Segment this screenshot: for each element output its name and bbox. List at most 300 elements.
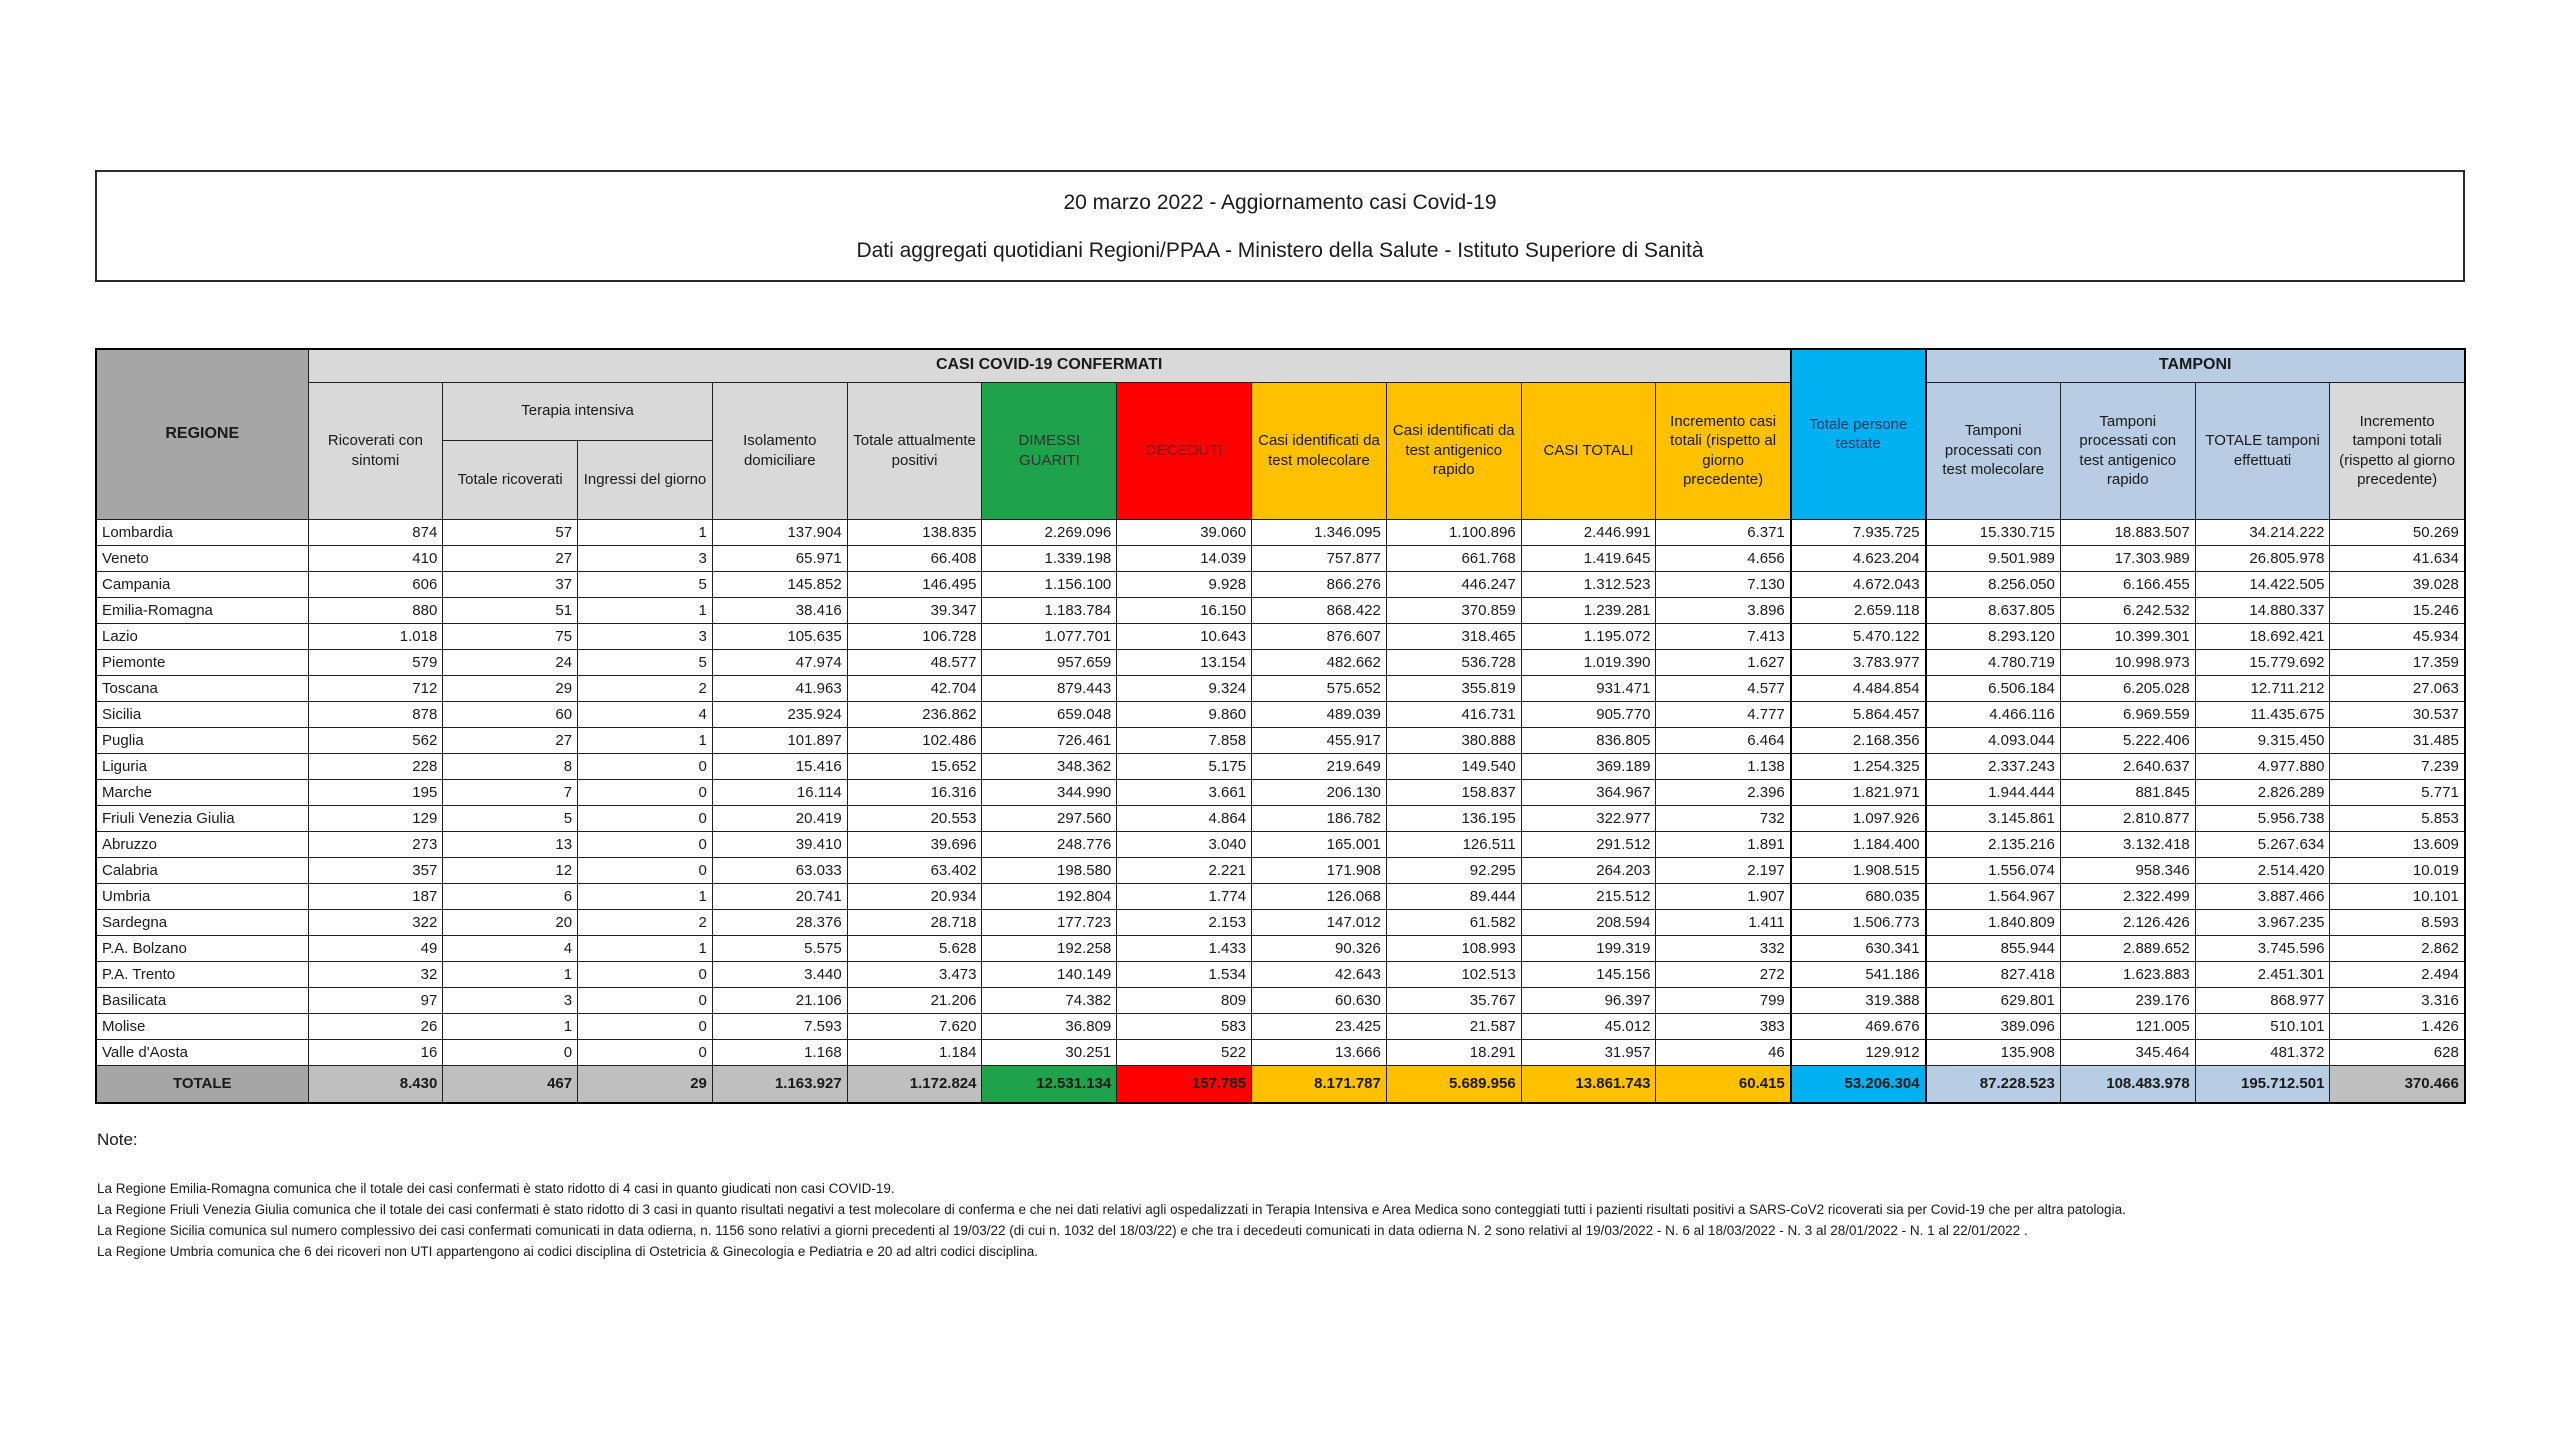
table-body	[96, 519, 2465, 1103]
value-cell: 5.470.122	[1791, 623, 1926, 649]
value-cell: 4.656	[1656, 545, 1791, 571]
value-cell: 135.908	[1926, 1039, 2061, 1065]
value-cell: 2.153	[1117, 909, 1252, 935]
region-name-cell: Puglia	[96, 727, 308, 753]
value-cell: 2.810.877	[2060, 805, 2195, 831]
value-cell: 13	[443, 831, 578, 857]
notes-heading: Note:	[97, 1130, 138, 1149]
value-cell: 9.928	[1117, 571, 1252, 597]
value-cell: 855.944	[1926, 935, 2061, 961]
value-cell: 579	[308, 649, 443, 675]
value-cell: 129	[308, 805, 443, 831]
value-cell: 14.422.505	[2195, 571, 2330, 597]
page-subtitle: Dati aggregati quotidiani Regioni/PPAA - Ministero della Salute - Istituto Superiore di Sanità	[856, 238, 1704, 262]
value-cell: 192.804	[982, 883, 1117, 909]
value-cell: 1.100.896	[1386, 519, 1521, 545]
value-cell: 30.537	[2330, 701, 2465, 727]
value-cell: 3.040	[1117, 831, 1252, 857]
value-cell: 467	[443, 1065, 578, 1103]
note-line: La Regione Emilia-Romagna comunica che il totale dei casi confermati è stato ridotto di 4 casi in quanto giudicati non casi COVID-19.	[97, 1181, 895, 1196]
value-cell: 369.189	[1521, 753, 1656, 779]
col-header-persone-testate: Totale persone testate	[1791, 349, 1926, 519]
value-cell: 10.019	[2330, 857, 2465, 883]
value-cell: 868.422	[1252, 597, 1387, 623]
value-cell: 4.484.854	[1791, 675, 1926, 701]
value-cell: 389.096	[1926, 1013, 2061, 1039]
table-row	[96, 597, 2465, 623]
table-row	[96, 1039, 2465, 1065]
value-cell: 1.556.074	[1926, 857, 2061, 883]
value-cell: 575.652	[1252, 675, 1387, 701]
value-cell: 1.239.281	[1521, 597, 1656, 623]
value-cell: 2.494	[2330, 961, 2465, 987]
value-cell: 6.506.184	[1926, 675, 2061, 701]
value-cell: 1.426	[2330, 1013, 2465, 1039]
value-cell: 23.425	[1252, 1013, 1387, 1039]
value-cell: 8.256.050	[1926, 571, 2061, 597]
page-title: 20 marzo 2022 - Aggiornamento casi Covid-19	[1063, 190, 1497, 214]
value-cell: 1.564.967	[1926, 883, 2061, 909]
value-cell: 0	[578, 857, 713, 883]
value-cell: 20.419	[712, 805, 847, 831]
value-cell: 1	[443, 961, 578, 987]
value-cell: 536.728	[1386, 649, 1521, 675]
value-cell: 5.771	[2330, 779, 2465, 805]
value-cell: 187	[308, 883, 443, 909]
value-cell: 264.203	[1521, 857, 1656, 883]
value-cell: 272	[1656, 961, 1791, 987]
value-cell: 3	[443, 987, 578, 1013]
value-cell: 1.195.072	[1521, 623, 1656, 649]
value-cell: 958.346	[2060, 857, 2195, 883]
value-cell: 66.408	[847, 545, 982, 571]
value-cell: 712	[308, 675, 443, 701]
value-cell: 28.718	[847, 909, 982, 935]
value-cell: 1.138	[1656, 753, 1791, 779]
note-line: La Regione Umbria comunica che 6 dei ricoveri non UTI appartengono ai codici disciplina di Ostetricia & Ginecologia e Pediatria e 20 ad altri codici disciplina.	[97, 1244, 1038, 1259]
value-cell: 3.473	[847, 961, 982, 987]
col-header-totale-ricoverati: Totale ricoverati	[443, 440, 578, 519]
value-cell: 12.531.134	[982, 1065, 1117, 1103]
value-cell: 4	[578, 701, 713, 727]
col-header-incremento-casi: Incremento casi totali (rispetto al giorno precedente)	[1656, 382, 1791, 519]
value-cell: 931.471	[1521, 675, 1656, 701]
value-cell: 6.969.559	[2060, 701, 2195, 727]
value-cell: 809	[1117, 987, 1252, 1013]
value-cell: 158.837	[1386, 779, 1521, 805]
value-cell: 17.359	[2330, 649, 2465, 675]
value-cell: 15.416	[712, 753, 847, 779]
value-cell: 5	[578, 571, 713, 597]
value-cell: 1.168	[712, 1039, 847, 1065]
value-cell: 3.896	[1656, 597, 1791, 623]
value-cell: 1.339.198	[982, 545, 1117, 571]
value-cell: 3	[578, 545, 713, 571]
value-cell: 2.659.118	[1791, 597, 1926, 623]
value-cell: 37	[443, 571, 578, 597]
col-header-isolamento: Isolamento domiciliare	[712, 382, 847, 519]
value-cell: 20.741	[712, 883, 847, 909]
region-name-cell: Piemonte	[96, 649, 308, 675]
value-cell: 868.977	[2195, 987, 2330, 1013]
covid-data-table	[95, 348, 2466, 1104]
value-cell: 53.206.304	[1791, 1065, 1926, 1103]
value-cell: 129.912	[1791, 1039, 1926, 1065]
value-cell: 2.640.637	[2060, 753, 2195, 779]
total-row	[96, 1065, 2465, 1103]
value-cell: 7.620	[847, 1013, 982, 1039]
region-name-cell: Campania	[96, 571, 308, 597]
value-cell: 757.877	[1252, 545, 1387, 571]
value-cell: 6.464	[1656, 727, 1791, 753]
value-cell: 39.028	[2330, 571, 2465, 597]
region-name-cell: Lombardia	[96, 519, 308, 545]
value-cell: 0	[578, 779, 713, 805]
value-cell: 3.440	[712, 961, 847, 987]
value-cell: 219.649	[1252, 753, 1387, 779]
value-cell: 108.993	[1386, 935, 1521, 961]
value-cell: 41.634	[2330, 545, 2465, 571]
value-cell: 46	[1656, 1039, 1791, 1065]
value-cell: 145.852	[712, 571, 847, 597]
value-cell: 5.175	[1117, 753, 1252, 779]
value-cell: 4.577	[1656, 675, 1791, 701]
value-cell: 42.704	[847, 675, 982, 701]
table-row	[96, 701, 2465, 727]
value-cell: 51	[443, 597, 578, 623]
value-cell: 4.977.880	[2195, 753, 2330, 779]
value-cell: 482.662	[1252, 649, 1387, 675]
value-cell: 195	[308, 779, 443, 805]
value-cell: 16	[308, 1039, 443, 1065]
value-cell: 4.466.116	[1926, 701, 2061, 727]
value-cell: 880	[308, 597, 443, 623]
value-cell: 39.696	[847, 831, 982, 857]
value-cell: 65.971	[712, 545, 847, 571]
value-cell: 206.130	[1252, 779, 1387, 805]
value-cell: 291.512	[1521, 831, 1656, 857]
value-cell: 47.974	[712, 649, 847, 675]
value-cell: 15.330.715	[1926, 519, 2061, 545]
value-cell: 583	[1117, 1013, 1252, 1039]
table-row	[96, 545, 2465, 571]
value-cell: 6.166.455	[2060, 571, 2195, 597]
value-cell: 4.672.043	[1791, 571, 1926, 597]
value-cell: 5.267.634	[2195, 831, 2330, 857]
value-cell: 380.888	[1386, 727, 1521, 753]
note-line: La Regione Sicilia comunica sul numero complessivo dei casi confermati comunicati in data odierna, n. 1156 sono relativi a giorni precedenti al 19/03/22 (di cui n. 1032 del 18/03/22) e che tra i decedeuti comunicati in data odierna N. 2 sono relativi al 19/03/2022 - N. 6 al 18/03/2022 - N. 3 al 28/01/2022 - N. 1 al 22/01/2022 .	[97, 1223, 2028, 1238]
value-cell: 10.998.973	[2060, 649, 2195, 675]
value-cell: 3.316	[2330, 987, 2465, 1013]
value-cell: 61.582	[1386, 909, 1521, 935]
value-cell: 2.135.216	[1926, 831, 2061, 857]
value-cell: 2.514.420	[2195, 857, 2330, 883]
band-header-casi-confermati: CASI COVID-19 CONFERMATI	[308, 349, 1791, 382]
value-cell: 726.461	[982, 727, 1117, 753]
value-cell: 96.397	[1521, 987, 1656, 1013]
col-header-totale-tamponi: TOTALE tamponi effettuati	[2195, 382, 2330, 519]
value-cell: 3.661	[1117, 779, 1252, 805]
value-cell: 1.840.809	[1926, 909, 2061, 935]
value-cell: 208.594	[1521, 909, 1656, 935]
region-name-cell: Calabria	[96, 857, 308, 883]
value-cell: 878	[308, 701, 443, 727]
value-cell: 1	[578, 519, 713, 545]
value-cell: 89.444	[1386, 883, 1521, 909]
value-cell: 108.483.978	[2060, 1065, 2195, 1103]
value-cell: 74.382	[982, 987, 1117, 1013]
value-cell: 410	[308, 545, 443, 571]
value-cell: 17.303.989	[2060, 545, 2195, 571]
value-cell: 121.005	[2060, 1013, 2195, 1039]
value-cell: 30.251	[982, 1039, 1117, 1065]
value-cell: 87.228.523	[1926, 1065, 2061, 1103]
value-cell: 140.149	[982, 961, 1117, 987]
region-name-cell: Valle d'Aosta	[96, 1039, 308, 1065]
value-cell: 1.346.095	[1252, 519, 1387, 545]
value-cell: 1.312.523	[1521, 571, 1656, 597]
value-cell: 63.033	[712, 857, 847, 883]
value-cell: 32	[308, 961, 443, 987]
region-name-cell: Liguria	[96, 753, 308, 779]
value-cell: 1.534	[1117, 961, 1252, 987]
title-box	[95, 170, 2465, 282]
value-cell: 215.512	[1521, 883, 1656, 909]
value-cell: 8.637.805	[1926, 597, 2061, 623]
value-cell: 2.826.289	[2195, 779, 2330, 805]
value-cell: 348.362	[982, 753, 1117, 779]
value-cell: 3.145.861	[1926, 805, 2061, 831]
table-row	[96, 753, 2465, 779]
value-cell: 50.269	[2330, 519, 2465, 545]
table-row	[96, 857, 2465, 883]
value-cell: 1.891	[1656, 831, 1791, 857]
value-cell: 101.897	[712, 727, 847, 753]
total-label-cell: TOTALE	[96, 1065, 308, 1103]
value-cell: 199.319	[1521, 935, 1656, 961]
value-cell: 7.593	[712, 1013, 847, 1039]
value-cell: 0	[578, 1013, 713, 1039]
value-cell: 0	[443, 1039, 578, 1065]
col-header-attualmente-positivi: Totale attualmente positivi	[847, 382, 982, 519]
col-header-ricoverati-sintomi: Ricoverati con sintomi	[308, 382, 443, 519]
value-cell: 10.399.301	[2060, 623, 2195, 649]
value-cell: 2.168.356	[1791, 727, 1926, 753]
value-cell: 15.246	[2330, 597, 2465, 623]
value-cell: 3.967.235	[2195, 909, 2330, 935]
value-cell: 1.506.773	[1791, 909, 1926, 935]
value-cell: 48.577	[847, 649, 982, 675]
value-cell: 0	[578, 805, 713, 831]
value-cell: 630.341	[1791, 935, 1926, 961]
value-cell: 2.451.301	[2195, 961, 2330, 987]
value-cell: 364.967	[1521, 779, 1656, 805]
col-header-dimessi-guariti: DIMESSI GUARITI	[982, 382, 1117, 519]
col-header-regione: REGIONE	[96, 349, 308, 519]
value-cell: 228	[308, 753, 443, 779]
value-cell: 4	[443, 935, 578, 961]
value-cell: 5	[443, 805, 578, 831]
value-cell: 799	[1656, 987, 1791, 1013]
value-cell: 319.388	[1791, 987, 1926, 1013]
value-cell: 45.012	[1521, 1013, 1656, 1039]
value-cell: 1.184	[847, 1039, 982, 1065]
value-cell: 9.860	[1117, 701, 1252, 727]
value-cell: 18.692.421	[2195, 623, 2330, 649]
region-name-cell: P.A. Trento	[96, 961, 308, 987]
value-cell: 7	[443, 779, 578, 805]
value-cell: 34.214.222	[2195, 519, 2330, 545]
region-name-cell: Abruzzo	[96, 831, 308, 857]
value-cell: 20	[443, 909, 578, 935]
value-cell: 13.609	[2330, 831, 2465, 857]
value-cell: 7.130	[1656, 571, 1791, 597]
col-header-casi-antigenico: Casi identificati da test antigenico rapido	[1386, 382, 1521, 519]
value-cell: 63.402	[847, 857, 982, 883]
value-cell: 1.623.883	[2060, 961, 2195, 987]
value-cell: 27.063	[2330, 675, 2465, 701]
value-cell: 1.172.824	[847, 1065, 982, 1103]
value-cell: 874	[308, 519, 443, 545]
value-cell: 416.731	[1386, 701, 1521, 727]
region-name-cell: Marche	[96, 779, 308, 805]
value-cell: 3	[578, 623, 713, 649]
value-cell: 7.239	[2330, 753, 2465, 779]
table-row	[96, 727, 2465, 753]
value-cell: 195.712.501	[2195, 1065, 2330, 1103]
value-cell: 836.805	[1521, 727, 1656, 753]
col-header-tamponi-antigenico: Tamponi processati con test antigenico rapido	[2060, 382, 2195, 519]
value-cell: 9.501.989	[1926, 545, 2061, 571]
value-cell: 1.944.444	[1926, 779, 2061, 805]
value-cell: 12	[443, 857, 578, 883]
value-cell: 661.768	[1386, 545, 1521, 571]
value-cell: 21.587	[1386, 1013, 1521, 1039]
value-cell: 370.859	[1386, 597, 1521, 623]
value-cell: 5.853	[2330, 805, 2465, 831]
value-cell: 102.513	[1386, 961, 1521, 987]
table-row	[96, 987, 2465, 1013]
value-cell: 13.666	[1252, 1039, 1387, 1065]
table-row	[96, 649, 2465, 675]
table-row	[96, 935, 2465, 961]
value-cell: 27	[443, 545, 578, 571]
value-cell: 9.324	[1117, 675, 1252, 701]
region-name-cell: Toscana	[96, 675, 308, 701]
value-cell: 5.956.738	[2195, 805, 2330, 831]
col-header-deceduti: DECEDUTI	[1117, 382, 1252, 519]
value-cell: 732	[1656, 805, 1791, 831]
value-cell: 42.643	[1252, 961, 1387, 987]
value-cell: 138.835	[847, 519, 982, 545]
value-cell: 28.376	[712, 909, 847, 935]
value-cell: 177.723	[982, 909, 1117, 935]
value-cell: 18.883.507	[2060, 519, 2195, 545]
value-cell: 106.728	[847, 623, 982, 649]
value-cell: 1.183.784	[982, 597, 1117, 623]
value-cell: 1.821.971	[1791, 779, 1926, 805]
value-cell: 3.745.596	[2195, 935, 2330, 961]
value-cell: 0	[578, 961, 713, 987]
value-cell: 1.254.325	[1791, 753, 1926, 779]
value-cell: 18.291	[1386, 1039, 1521, 1065]
value-cell: 481.372	[2195, 1039, 2330, 1065]
value-cell: 879.443	[982, 675, 1117, 701]
value-cell: 7.413	[1656, 623, 1791, 649]
value-cell: 2.221	[1117, 857, 1252, 883]
value-cell: 8.430	[308, 1065, 443, 1103]
col-header-ingressi-giorno: Ingressi del giorno	[578, 440, 713, 519]
value-cell: 60.630	[1252, 987, 1387, 1013]
value-cell: 146.495	[847, 571, 982, 597]
value-cell: 1.419.645	[1521, 545, 1656, 571]
value-cell: 35.767	[1386, 987, 1521, 1013]
value-cell: 1.018	[308, 623, 443, 649]
value-cell: 5.864.457	[1791, 701, 1926, 727]
value-cell: 16.150	[1117, 597, 1252, 623]
value-cell: 4.780.719	[1926, 649, 2061, 675]
value-cell: 21.206	[847, 987, 982, 1013]
value-cell: 273	[308, 831, 443, 857]
value-cell: 126.511	[1386, 831, 1521, 857]
value-cell: 57	[443, 519, 578, 545]
value-cell: 198.580	[982, 857, 1117, 883]
value-cell: 6.371	[1656, 519, 1791, 545]
value-cell: 149.540	[1386, 753, 1521, 779]
value-cell: 3.783.977	[1791, 649, 1926, 675]
value-cell: 60	[443, 701, 578, 727]
value-cell: 876.607	[1252, 623, 1387, 649]
value-cell: 827.418	[1926, 961, 2061, 987]
value-cell: 345.464	[2060, 1039, 2195, 1065]
value-cell: 1	[578, 883, 713, 909]
band-header-tamponi: TAMPONI	[1926, 349, 2465, 382]
value-cell: 446.247	[1386, 571, 1521, 597]
value-cell: 2.337.243	[1926, 753, 2061, 779]
table-row	[96, 519, 2465, 545]
value-cell: 1.097.926	[1791, 805, 1926, 831]
value-cell: 383	[1656, 1013, 1791, 1039]
value-cell: 562	[308, 727, 443, 753]
value-cell: 4.623.204	[1791, 545, 1926, 571]
value-cell: 13.154	[1117, 649, 1252, 675]
value-cell: 6.242.532	[2060, 597, 2195, 623]
value-cell: 31.485	[2330, 727, 2465, 753]
value-cell: 14.039	[1117, 545, 1252, 571]
value-cell: 957.659	[982, 649, 1117, 675]
value-cell: 5.689.956	[1386, 1065, 1521, 1103]
value-cell: 92.295	[1386, 857, 1521, 883]
value-cell: 1.411	[1656, 909, 1791, 935]
value-cell: 522	[1117, 1039, 1252, 1065]
col-header-casi-molecolare: Casi identificati da test molecolare	[1252, 382, 1387, 519]
value-cell: 45.934	[2330, 623, 2465, 649]
value-cell: 2.396	[1656, 779, 1791, 805]
value-cell: 39.347	[847, 597, 982, 623]
table-row	[96, 805, 2465, 831]
value-cell: 297.560	[982, 805, 1117, 831]
value-cell: 10.101	[2330, 883, 2465, 909]
value-cell: 1.163.927	[712, 1065, 847, 1103]
value-cell: 136.195	[1386, 805, 1521, 831]
value-cell: 90.326	[1252, 935, 1387, 961]
group-header-terapia-intensiva: Terapia intensiva	[443, 382, 713, 440]
value-cell: 41.963	[712, 675, 847, 701]
value-cell: 2.322.499	[2060, 883, 2195, 909]
value-cell: 606	[308, 571, 443, 597]
table-row	[96, 779, 2465, 805]
value-cell: 10.643	[1117, 623, 1252, 649]
